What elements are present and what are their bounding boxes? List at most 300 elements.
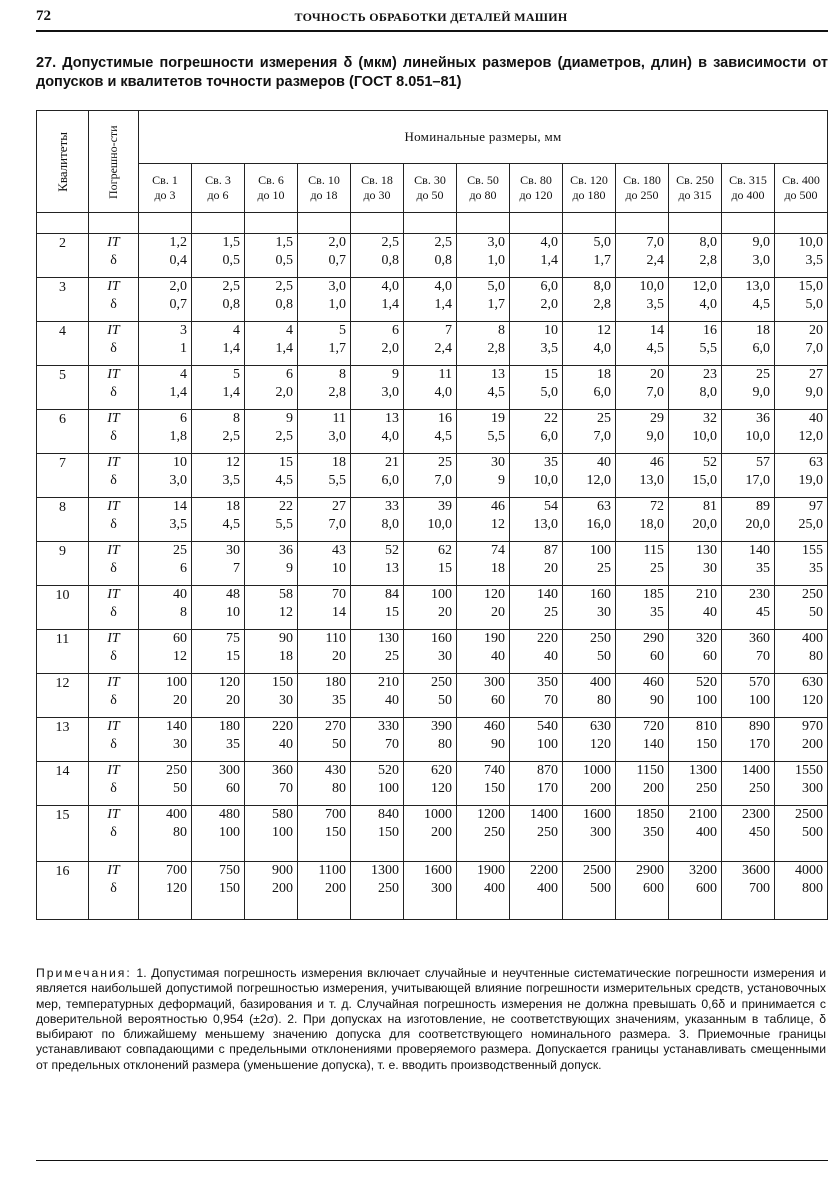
type-cell: [89, 718, 139, 762]
delta-value: 120: [802, 693, 823, 708]
value-cell: [775, 862, 828, 920]
it-value: 400: [590, 675, 611, 690]
type-cell: [89, 542, 139, 586]
value-cell: [775, 806, 828, 862]
value-cell: [351, 322, 404, 366]
it-value: 890: [749, 719, 770, 734]
delta-value: 0,5: [275, 253, 293, 268]
value-cell: [510, 454, 563, 498]
value-cell: [298, 586, 351, 630]
value-cell: [139, 586, 192, 630]
delta-value: 7,0: [434, 473, 452, 488]
value-cell: [139, 498, 192, 542]
it-value: 540: [537, 719, 558, 734]
delta-value: 30: [703, 561, 717, 576]
delta-value: 80: [173, 825, 187, 840]
delta-value: 400: [696, 825, 717, 840]
it-value: 13: [385, 411, 399, 426]
delta-value: 500: [590, 881, 611, 896]
delta-value: 35: [226, 737, 240, 752]
value-cell: [245, 806, 298, 862]
delta-value: 90: [491, 737, 505, 752]
it-value: 250: [431, 675, 452, 690]
value-cell: [616, 542, 669, 586]
delta-value: 40: [544, 649, 558, 664]
kvalitet-cell: 13: [37, 718, 89, 762]
size-from: Св. 3: [205, 173, 231, 187]
kvalitet-cell: 2: [37, 234, 89, 278]
it-value: 11: [438, 367, 452, 382]
it-value: 700: [166, 863, 187, 878]
delta-value: 1,4: [381, 297, 399, 312]
delta-value: 300: [431, 881, 452, 896]
it-value: 330: [378, 719, 399, 734]
value-cell: [245, 862, 298, 920]
it-value: 60: [173, 631, 187, 646]
value-cell: [669, 278, 722, 322]
it-value: 5: [233, 367, 240, 382]
delta-value: 60: [491, 693, 505, 708]
delta-value: 20: [226, 693, 240, 708]
it-value: 1100: [318, 863, 346, 878]
it-value: 36: [279, 543, 293, 558]
value-cell: [404, 542, 457, 586]
value-cell: [192, 586, 245, 630]
it-value: 1400: [742, 763, 770, 778]
size-column-header: [510, 164, 563, 213]
delta-value: 13,0: [639, 473, 664, 488]
delta-value: 0,8: [381, 253, 399, 268]
it-value: 10: [544, 323, 558, 338]
delta-value: 9,0: [752, 385, 770, 400]
it-value: 25: [438, 455, 452, 470]
it-value: 4,0: [434, 279, 452, 294]
delta-value: 50: [438, 693, 452, 708]
value-cell: [457, 718, 510, 762]
size-from: Св. 10: [308, 173, 340, 187]
it-value: 2500: [583, 863, 611, 878]
value-cell: [404, 366, 457, 410]
type-cell: [89, 234, 139, 278]
it-value: 8,0: [593, 279, 611, 294]
delta-value: 100: [378, 781, 399, 796]
it-value: 210: [378, 675, 399, 690]
spacer-cell: [722, 213, 775, 234]
value-cell: [510, 630, 563, 674]
value-cell: [616, 674, 669, 718]
value-cell: [616, 322, 669, 366]
delta-value: 12,0: [586, 473, 611, 488]
value-cell: [298, 234, 351, 278]
value-cell: [404, 674, 457, 718]
it-value: 115: [643, 543, 664, 558]
value-cell: [192, 322, 245, 366]
it-value: 12: [226, 455, 240, 470]
it-value: 58: [279, 587, 293, 602]
table-row: [37, 806, 828, 862]
table-row: [37, 586, 828, 630]
value-cell: [563, 542, 616, 586]
header-rule: [36, 30, 828, 32]
kvalitet-cell: 14: [37, 762, 89, 806]
it-value: 40: [173, 587, 187, 602]
type-cell: [89, 674, 139, 718]
it-value: 2,0: [328, 235, 346, 250]
it-value: 1600: [583, 807, 611, 822]
it-value: 87: [544, 543, 558, 558]
delta-value: 12: [491, 517, 505, 532]
it-value: 2100: [689, 807, 717, 822]
size-to: до 500: [784, 188, 818, 202]
it-value: 2300: [742, 807, 770, 822]
type-cell: [89, 630, 139, 674]
size-to: до 80: [469, 188, 497, 202]
value-cell: [404, 586, 457, 630]
table-row: [37, 542, 828, 586]
value-cell: [457, 410, 510, 454]
delta-value: 50: [173, 781, 187, 796]
delta-value: 70: [279, 781, 293, 796]
it-value: 220: [537, 631, 558, 646]
value-cell: [298, 454, 351, 498]
delta-label: δ: [110, 429, 117, 444]
value-cell: [722, 322, 775, 366]
delta-value: 0,8: [222, 297, 240, 312]
value-cell: [404, 718, 457, 762]
value-cell: [510, 322, 563, 366]
it-value: 1150: [636, 763, 664, 778]
type-cell: [89, 410, 139, 454]
value-cell: [563, 630, 616, 674]
delta-value: 0,8: [434, 253, 452, 268]
delta-value: 70: [385, 737, 399, 752]
it-value: 630: [802, 675, 823, 690]
delta-value: 7,0: [328, 517, 346, 532]
value-cell: [245, 586, 298, 630]
value-cell: [669, 630, 722, 674]
kvalitet-cell: 16: [37, 862, 89, 920]
delta-value: 30: [173, 737, 187, 752]
delta-value: 250: [537, 825, 558, 840]
value-cell: [139, 454, 192, 498]
value-cell: [616, 762, 669, 806]
delta-value: 1,7: [328, 341, 346, 356]
it-value: 1200: [477, 807, 505, 822]
it-value: 63: [597, 499, 611, 514]
delta-value: 7,0: [593, 429, 611, 444]
value-cell: [192, 762, 245, 806]
value-cell: [722, 586, 775, 630]
delta-label: δ: [110, 825, 117, 840]
delta-value: 250: [696, 781, 717, 796]
it-value: 13: [491, 367, 505, 382]
it-value: 840: [378, 807, 399, 822]
delta-value: 0,7: [328, 253, 346, 268]
delta-value: 1,4: [222, 341, 240, 356]
it-value: 8: [233, 411, 240, 426]
size-column-header: [192, 164, 245, 213]
value-cell: [616, 498, 669, 542]
value-cell: [722, 762, 775, 806]
delta-value: 13: [385, 561, 399, 576]
delta-value: 50: [332, 737, 346, 752]
size-to: до 50: [416, 188, 444, 202]
value-cell: [351, 366, 404, 410]
value-cell: [351, 278, 404, 322]
it-value: 220: [272, 719, 293, 734]
value-cell: [245, 278, 298, 322]
table-row: [37, 762, 828, 806]
value-cell: [298, 542, 351, 586]
delta-value: 25: [385, 649, 399, 664]
value-cell: [298, 718, 351, 762]
value-cell: [298, 762, 351, 806]
it-value: 72: [650, 499, 664, 514]
value-cell: [616, 410, 669, 454]
delta-value: 4,0: [699, 297, 717, 312]
size-to: до 250: [625, 188, 659, 202]
value-cell: [192, 718, 245, 762]
value-cell: [457, 322, 510, 366]
value-cell: [510, 806, 563, 862]
it-value: 25: [173, 543, 187, 558]
it-value: 9: [392, 367, 399, 382]
it-value: 25: [597, 411, 611, 426]
delta-value: 60: [226, 781, 240, 796]
delta-value: 170: [537, 781, 558, 796]
it-value: 11: [332, 411, 346, 426]
value-cell: [775, 322, 828, 366]
delta-value: 4,0: [381, 429, 399, 444]
delta-value: 6,0: [381, 473, 399, 488]
value-cell: [722, 674, 775, 718]
value-cell: [775, 454, 828, 498]
delta-value: 10: [226, 605, 240, 620]
header-pogreshnosti: [89, 111, 139, 213]
it-value: 1,5: [275, 235, 293, 250]
it-value: 7: [445, 323, 452, 338]
value-cell: [192, 366, 245, 410]
it-value: 320: [696, 631, 717, 646]
delta-value: 3,5: [805, 253, 823, 268]
value-cell: [775, 234, 828, 278]
type-cell: [89, 586, 139, 630]
delta-value: 2,8: [593, 297, 611, 312]
delta-value: 100: [219, 825, 240, 840]
spacer-cell: [192, 213, 245, 234]
it-value: 350: [537, 675, 558, 690]
type-cell: [89, 498, 139, 542]
it-value: 18: [332, 455, 346, 470]
table-caption: Допустимые погрешности измерения δ (мкм) линейных размеров (диаметров, длин) в зависимости от допусков и квалитетов точности размеров (ГОСТ 8.051–81): [36, 55, 828, 90]
it-value: 6: [286, 367, 293, 382]
it-value: 10,0: [639, 279, 664, 294]
delta-value: 400: [537, 881, 558, 896]
delta-value: 9,0: [646, 429, 664, 444]
value-cell: [404, 862, 457, 920]
it-value: 1000: [583, 763, 611, 778]
delta-value: 1,4: [275, 341, 293, 356]
delta-value: 18: [279, 649, 293, 664]
delta-value: 300: [802, 781, 823, 796]
value-cell: [351, 586, 404, 630]
delta-value: 200: [431, 825, 452, 840]
spacer-cell: [616, 213, 669, 234]
value-cell: [192, 410, 245, 454]
delta-value: 1,0: [487, 253, 505, 268]
value-cell: [192, 806, 245, 862]
value-cell: [245, 630, 298, 674]
value-cell: [510, 366, 563, 410]
it-value: 12,0: [692, 279, 717, 294]
kvalitet-cell: 9: [37, 542, 89, 586]
delta-value: 4,5: [487, 385, 505, 400]
delta-value: 170: [749, 737, 770, 752]
value-cell: [245, 322, 298, 366]
tolerance-table: [36, 110, 828, 920]
delta-value: 16,0: [586, 517, 611, 532]
value-cell: [510, 234, 563, 278]
value-cell: [775, 586, 828, 630]
delta-value: 1,0: [328, 297, 346, 312]
value-cell: [722, 718, 775, 762]
delta-value: 120: [166, 881, 187, 896]
it-value: 750: [219, 863, 240, 878]
delta-value: 200: [272, 881, 293, 896]
notes-label: Примечания:: [36, 966, 132, 980]
value-cell: [775, 630, 828, 674]
delta-label: δ: [110, 737, 117, 752]
delta-value: 6,0: [540, 429, 558, 444]
delta-value: 19,0: [798, 473, 823, 488]
value-cell: [351, 410, 404, 454]
it-value: 250: [590, 631, 611, 646]
kvalitet-cell: 10: [37, 586, 89, 630]
it-label: IT: [107, 323, 120, 338]
value-cell: [616, 862, 669, 920]
size-to: до 6: [207, 188, 229, 202]
it-label: IT: [107, 675, 120, 690]
it-value: 520: [378, 763, 399, 778]
it-value: 1,5: [222, 235, 240, 250]
value-cell: [722, 630, 775, 674]
footer-rule: [36, 1160, 828, 1161]
value-cell: [139, 322, 192, 366]
size-from: Св. 400: [782, 173, 820, 187]
value-cell: [563, 674, 616, 718]
delta-value: 2,8: [699, 253, 717, 268]
it-value: 23: [703, 367, 717, 382]
delta-value: 400: [484, 881, 505, 896]
value-cell: [192, 862, 245, 920]
delta-value: 2,8: [328, 385, 346, 400]
it-value: 2,5: [275, 279, 293, 294]
size-column-header: [775, 164, 828, 213]
table-row: [37, 630, 828, 674]
value-cell: [669, 718, 722, 762]
it-value: 40: [809, 411, 823, 426]
delta-value: 250: [378, 881, 399, 896]
it-value: 15: [544, 367, 558, 382]
it-value: 43: [332, 543, 346, 558]
it-value: 1850: [636, 807, 664, 822]
size-from: Св. 1: [152, 173, 178, 187]
it-label: IT: [107, 499, 120, 514]
it-value: 1300: [689, 763, 717, 778]
it-value: 32: [703, 411, 717, 426]
value-cell: [351, 674, 404, 718]
value-cell: [404, 410, 457, 454]
value-cell: [404, 322, 457, 366]
value-cell: [563, 410, 616, 454]
value-cell: [457, 234, 510, 278]
delta-value: 70: [756, 649, 770, 664]
delta-value: 40: [385, 693, 399, 708]
delta-value: 20: [491, 605, 505, 620]
it-value: 110: [325, 631, 346, 646]
delta-value: 35: [756, 561, 770, 576]
it-value: 480: [219, 807, 240, 822]
value-cell: [245, 674, 298, 718]
delta-value: 15: [226, 649, 240, 664]
spacer-cell: [457, 213, 510, 234]
size-from: Св. 315: [729, 173, 767, 187]
delta-value: 100: [272, 825, 293, 840]
it-value: 2,5: [222, 279, 240, 294]
it-value: 6: [392, 323, 399, 338]
delta-value: 50: [809, 605, 823, 620]
it-value: 30: [491, 455, 505, 470]
it-value: 6,0: [540, 279, 558, 294]
value-cell: [722, 862, 775, 920]
delta-value: 4,5: [222, 517, 240, 532]
delta-value: 7,0: [805, 341, 823, 356]
delta-value: 2,0: [381, 341, 399, 356]
value-cell: [457, 278, 510, 322]
value-cell: [510, 762, 563, 806]
delta-label: δ: [110, 473, 117, 488]
it-value: 46: [650, 455, 664, 470]
size-column-header: [669, 164, 722, 213]
delta-value: 12: [173, 649, 187, 664]
page-number: 72: [36, 8, 51, 24]
page-header: [36, 8, 826, 32]
delta-value: 2,5: [275, 429, 293, 444]
value-cell: [351, 630, 404, 674]
value-cell: [775, 718, 828, 762]
value-cell: [457, 586, 510, 630]
delta-value: 20: [332, 649, 346, 664]
delta-value: 120: [431, 781, 452, 796]
it-value: 13,0: [745, 279, 770, 294]
delta-value: 3,5: [169, 517, 187, 532]
spacer-cell: [404, 213, 457, 234]
it-value: 870: [537, 763, 558, 778]
value-cell: [139, 542, 192, 586]
table-body: [37, 213, 828, 920]
value-cell: [404, 762, 457, 806]
table-row: [37, 454, 828, 498]
table-row: [37, 498, 828, 542]
delta-value: 800: [802, 881, 823, 896]
it-value: 185: [643, 587, 664, 602]
delta-value: 1,7: [487, 297, 505, 312]
it-value: 20: [809, 323, 823, 338]
delta-value: 3,0: [752, 253, 770, 268]
delta-value: 4,5: [434, 429, 452, 444]
spacer-cell: [563, 213, 616, 234]
it-value: 57: [756, 455, 770, 470]
